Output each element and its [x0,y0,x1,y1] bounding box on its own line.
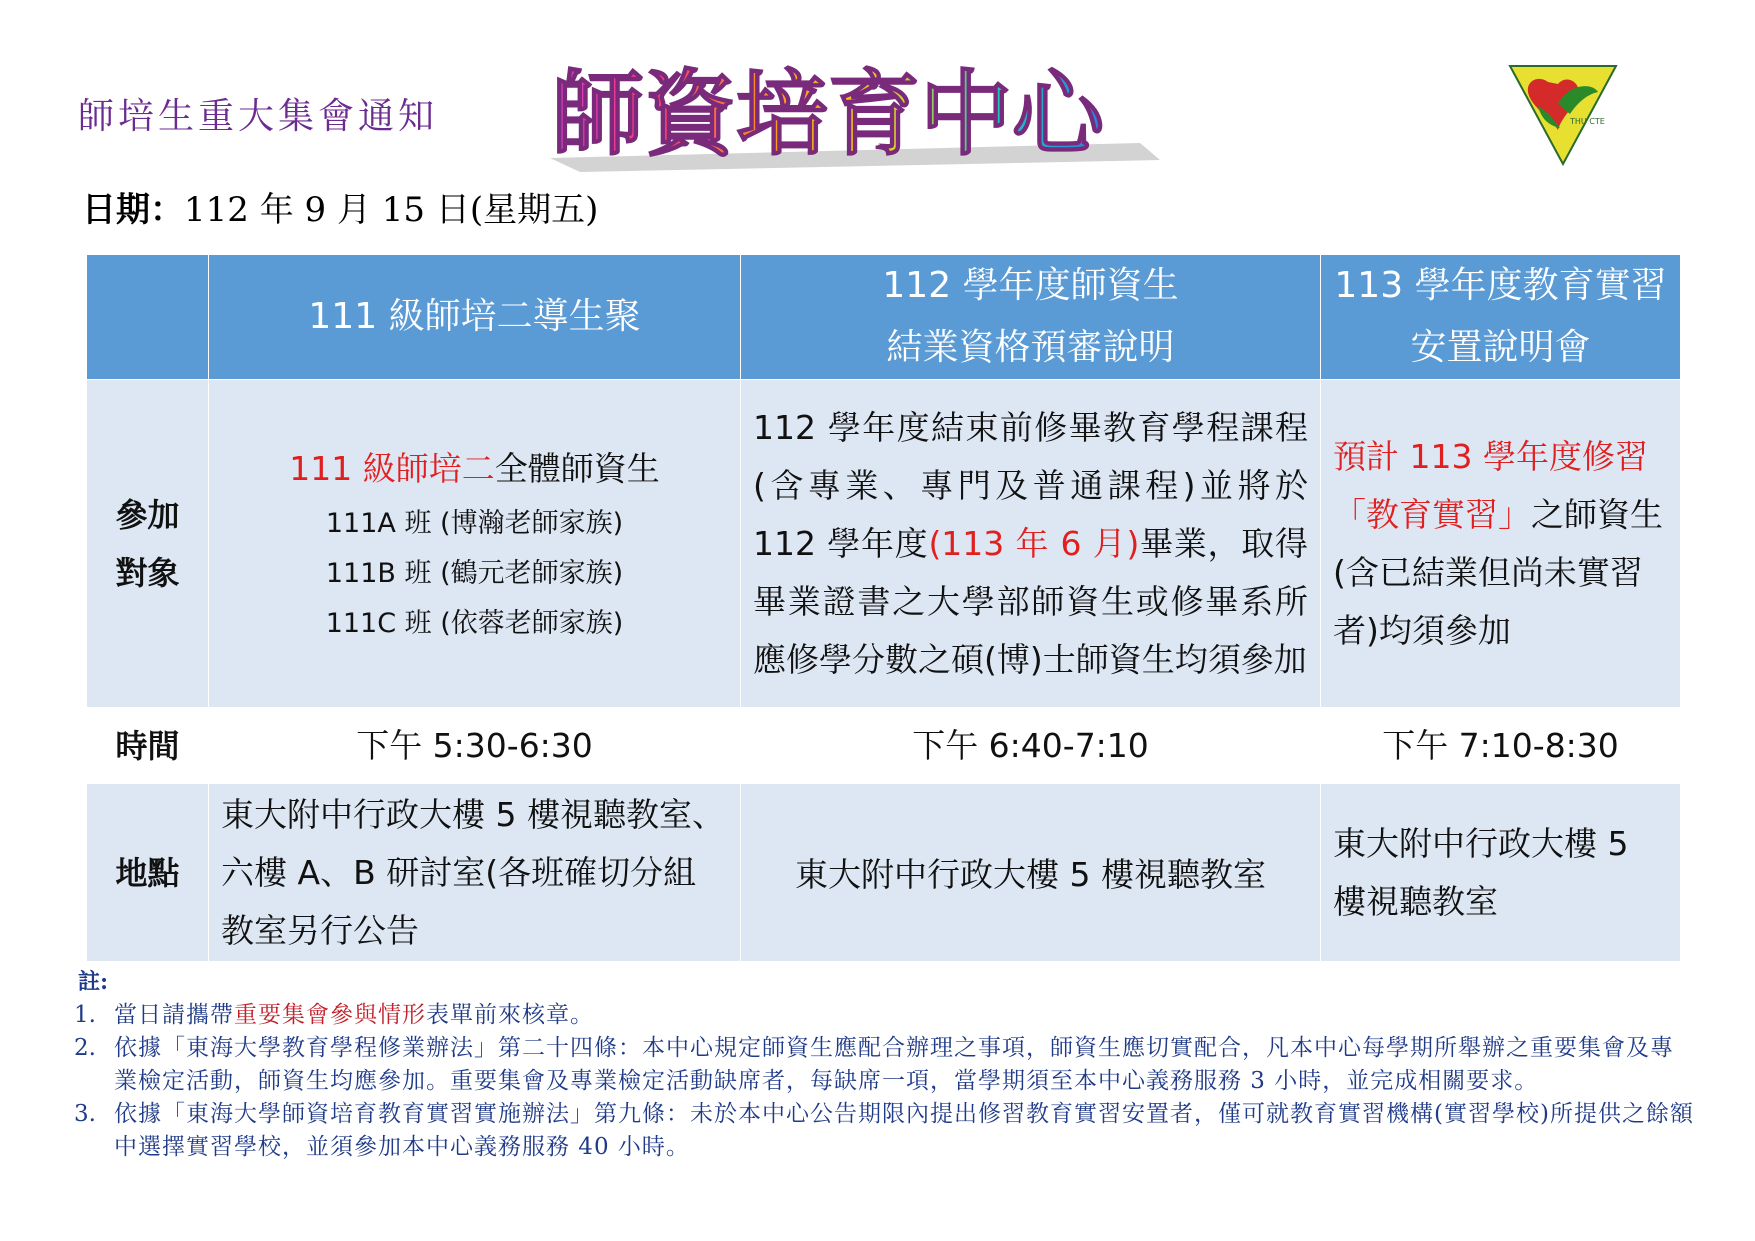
notice-title: 師培生重大集會通知 [78,96,439,137]
date-line [82,182,598,231]
date-value: 112 年 9 月 15 日(星期五) [184,190,599,230]
time-col1: 下午 5:30-6:30 [209,708,741,784]
notes-heading: 註: [78,969,109,995]
header-col3 [1321,255,1681,380]
place-col1: 東大附中行政大樓 5 樓視聽教室、六樓 A、B 研討室(各班確切分組教室另行公告 [209,784,741,962]
place-col3: 東大附中行政大樓 5 樓視聽教室 [1321,784,1681,962]
thu-cte-logo [1508,64,1618,166]
participants-col1 [209,380,741,708]
participants-row [87,380,1681,708]
class-item: 111C 班 (依蓉老師家族) [325,607,624,639]
note-item: 2. 依據「東海大學教育學程修業辦法」第二十四條：本中心規定師資生應配合辦理之事項，師資生應切實配合，凡本中心每學期所舉辦之重要集會及專業檢定活動，師資生均應參加。重要集會及專業檢定活動缺席者，每缺席一項，當學期須至本中心義務服務 3 小時，並完成相關要求。 [74,1035,1674,1094]
participants-label: 參加 對象 [87,380,209,708]
time-col3: 下午 7:10-8:30 [1321,708,1681,784]
schedule-table [86,254,1681,962]
notes-section [74,966,1694,1164]
place-label: 地點 [87,784,209,962]
time-row [87,708,1681,784]
logo-text: THU CTE [1570,117,1605,126]
participants-col1-main: 111 級師培二全體師資生 [289,448,660,488]
date-label: 日期： [82,190,184,230]
header-empty-cell [87,255,209,380]
header-col3-line2: 安置說明會 [1410,327,1591,368]
header-col1: 111 級師培二導生聚 [209,255,741,380]
class-item: 111B 班 (鶴元老師家族) [325,557,624,589]
header-col3-line1: 113 學年度教育實習 [1334,265,1667,306]
participants-col3: 預計 113 學年度修習「教育實習」之師資生(含已結業但尚未實習者)均須參加 [1321,380,1681,708]
place-row [87,784,1681,962]
header-col2-line2: 結業資格預審說明 [886,327,1175,368]
header-col2 [741,255,1321,380]
header-col2-line1: 112 學年度師資生 [882,265,1179,306]
center-banner-logo [540,48,1180,178]
place-col2: 東大附中行政大樓 5 樓視聽教室 [741,784,1321,962]
class-item: 111A 班 (博瀚老師家族) [325,507,624,539]
banner-text: 師資培育中心 [552,61,1105,168]
note-item: 3. 依據「東海大學師資培育教育實習實施辦法」第九條：未於本中心公告期限內提出修習教育實習安置者，僅可就教育實習機構(實習學校)所提供之餘額中選擇實習學校，並須參加本中心義務服務 40 小時。 [74,1101,1694,1160]
time-label: 時間 [87,708,209,784]
participants-col2: 112 學年度結束前修畢教育學程課程(含專業、專門及普通課程)並將於 112 學年度(113 年 6 月)畢業，取得畢業證書之大學部師資生或修畢系所應修學分數之碩(博)士師資生均須參加 [741,380,1321,708]
table-header-row [87,255,1681,380]
note-item: 1. 當日請攜帶重要集會參與情形表單前來核章。 [74,1002,594,1028]
time-col2: 下午 6:40-7:10 [741,708,1321,784]
